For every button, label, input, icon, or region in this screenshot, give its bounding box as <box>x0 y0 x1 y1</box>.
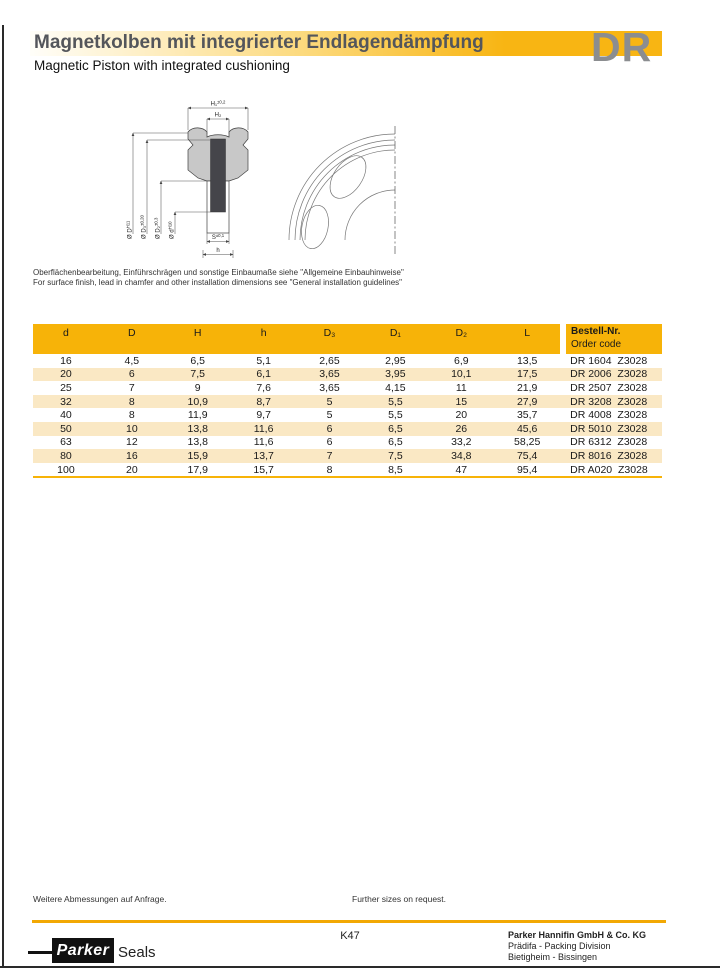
dimension-value: 5,1 <box>256 354 271 367</box>
dim-label-s: $S^{\pm 0,1}$ <box>211 233 225 241</box>
dimension-value: 7 <box>326 449 333 462</box>
product-code: DR <box>591 24 653 70</box>
dimension-value: 10 <box>125 422 138 435</box>
dimension-value: 8,7 <box>256 395 271 408</box>
dimension-value: 4,15 <box>385 381 406 394</box>
dimension-value: 32 <box>60 395 72 408</box>
table-row <box>33 381 662 395</box>
dimension-value: 9 <box>194 381 201 394</box>
technical-drawing <box>103 92 463 270</box>
dimension-value: 15,9 <box>187 449 208 462</box>
dimension-value: 6,1 <box>256 368 271 381</box>
column-header-D: D <box>128 327 136 339</box>
footer-rule <box>32 920 666 923</box>
dimension-value: 40 <box>60 409 72 422</box>
dimension-value: 6,5 <box>388 422 403 435</box>
table-row <box>33 354 662 368</box>
column-header-D3: D₃ <box>323 327 336 339</box>
dimension-value: 63 <box>60 436 72 449</box>
table-row <box>33 395 662 409</box>
table-header <box>33 324 662 354</box>
dimension-value: 50 <box>60 422 72 435</box>
dimension-value: 13,7 <box>253 449 274 462</box>
company-division: Prädifa - Packing Division <box>508 941 611 951</box>
dimension-value: 33,2 <box>451 436 472 449</box>
dim-label-dd: Ø $d^{H10}$ <box>167 221 176 239</box>
order-header-en: Order code <box>571 338 622 350</box>
table-row <box>33 408 662 422</box>
dimension-value: 6 <box>128 368 135 381</box>
dimension-value: 13,5 <box>516 354 538 367</box>
column-header-H: H <box>193 327 202 339</box>
dimension-value: 7,6 <box>256 381 271 394</box>
dimension-value: 27,9 <box>516 395 538 408</box>
dimension-value: 80 <box>60 449 72 462</box>
dimension-value: 3,95 <box>385 368 406 381</box>
page-edge-bottom <box>0 966 720 968</box>
dim-label-d2: Ø D₂$^{\pm 0,3}$ <box>153 217 162 239</box>
column-header-h: h <box>260 327 267 339</box>
installation-note-en: For surface finish, lead in chamfer and other installation dimensions see "General installation guidelines" <box>33 277 402 287</box>
column-header-D1: D₁ <box>389 327 401 339</box>
dimension-value: 15 <box>455 395 468 408</box>
dimension-value: 17,9 <box>187 463 208 476</box>
installation-note <box>33 268 404 288</box>
order-header-de: Bestell-Nr. <box>571 326 621 337</box>
dimension-value: 8 <box>128 409 135 422</box>
dimension-value: 95,4 <box>516 463 538 476</box>
dimension-value: 2,65 <box>319 354 340 367</box>
dimension-value: 10,9 <box>187 395 208 408</box>
dimension-value: 35,7 <box>516 409 538 422</box>
order-code: DR 1604 Z3028 <box>570 354 648 367</box>
further-sizes-note-de: Weitere Abmessungen auf Anfrage. <box>33 894 167 904</box>
dimension-value: 11,6 <box>253 422 274 435</box>
page-number: K47 <box>340 930 360 942</box>
company-name: Parker Hannifin GmbH & Co. KG <box>508 930 647 940</box>
dim-label-h2: H₂ <box>214 112 222 119</box>
dimension-value: 11,9 <box>187 409 208 422</box>
dim-label-d3: Ø D₃$^{\pm 0,20}$ <box>139 215 148 239</box>
dimension-value: 15,7 <box>253 463 274 476</box>
magnet-core <box>211 139 226 212</box>
page-edge-left <box>2 25 4 966</box>
dimension-value: 20 <box>60 368 72 381</box>
dimensions-table <box>33 324 662 478</box>
dimension-value: 6,9 <box>453 354 469 367</box>
further-sizes-note-en: Further sizes on request. <box>352 894 447 904</box>
dim-label-h1: H₁$^{\pm 0,2}$ <box>210 99 226 108</box>
order-code: DR 4008 Z3028 <box>570 409 648 422</box>
dimension-value: 7,5 <box>190 368 206 381</box>
table-header-order <box>566 324 662 354</box>
dimension-value: 9,7 <box>256 409 271 422</box>
dimension-value: 5 <box>326 395 333 408</box>
dim-label-dD: Ø $D^{H11}$ <box>125 220 134 239</box>
dimension-value: 11,6 <box>253 436 274 449</box>
seals-label: Seals <box>118 944 156 961</box>
dimension-value: 12 <box>125 436 138 449</box>
parker-logo: Parker <box>52 938 114 963</box>
page-subtitle: Magnetic Piston with integrated cushioning <box>34 58 290 73</box>
dimension-value: 6,5 <box>190 354 206 367</box>
dimension-value: 26 <box>455 422 468 435</box>
dimension-value: 20 <box>455 409 468 422</box>
order-code: DR 3208 Z3028 <box>570 395 648 408</box>
table-body <box>33 354 662 478</box>
order-code: DR A020 Z3028 <box>570 463 648 476</box>
dimension-value: 8 <box>128 395 135 408</box>
dimension-value: 75,4 <box>516 449 538 462</box>
order-code: DR 6312 Z3028 <box>570 436 648 449</box>
dimension-value: 34,8 <box>451 449 472 462</box>
table-header-main <box>33 324 560 354</box>
dimension-value: 6,5 <box>388 436 403 449</box>
table-row <box>33 436 662 450</box>
column-header-d: d <box>63 327 69 339</box>
dimension-value: 13,8 <box>187 422 208 435</box>
dimension-value: 4,5 <box>124 354 140 367</box>
dimension-value: 20 <box>125 463 138 476</box>
column-header-L: L <box>524 327 531 339</box>
dimension-value: 58,25 <box>514 436 541 449</box>
company-location: Bietigheim - Bissingen <box>508 952 598 962</box>
dimension-value: 6 <box>326 422 333 435</box>
table-row <box>33 368 662 382</box>
dimension-value: 6 <box>326 436 333 449</box>
company-address <box>508 930 646 963</box>
dimension-value: 7 <box>128 381 135 394</box>
dimension-value: 5 <box>326 409 333 422</box>
dimension-value: 11 <box>455 381 467 394</box>
parker-logo-line <box>28 951 53 954</box>
dimension-value: 3,65 <box>319 368 340 381</box>
dimension-value: 2,95 <box>385 354 406 367</box>
dimension-value: 16 <box>60 354 72 367</box>
column-header-D2: D₂ <box>455 327 468 339</box>
dimension-value: 100 <box>57 463 75 476</box>
dimension-value: 16 <box>125 449 138 462</box>
dimension-value: 21,9 <box>516 381 538 394</box>
dimension-value: 45,6 <box>516 422 538 435</box>
table-row <box>33 449 662 463</box>
dim-label-h: h <box>216 248 220 254</box>
page-title: Magnetkolben mit integrierter Endlagendämpfung <box>34 32 484 53</box>
dimension-value: 5,5 <box>388 395 403 408</box>
dimension-value: 13,8 <box>187 436 208 449</box>
dimension-value: 8,5 <box>388 463 403 476</box>
dimension-value: 8 <box>326 463 333 476</box>
dimension-value: 25 <box>60 381 72 394</box>
table-row <box>33 463 662 477</box>
order-code: DR 2006 Z3028 <box>570 368 648 381</box>
installation-note-de: Oberflächenbearbeitung, Einführschrägen und sonstige Einbaumaße siehe "Allgemeine Einbauhinweise" <box>33 268 404 277</box>
table-row <box>33 422 662 436</box>
order-code: DR 8016 Z3028 <box>570 449 648 462</box>
dimension-value: 5,5 <box>388 409 403 422</box>
piston-cross-section <box>188 128 248 233</box>
dimension-value: 7,5 <box>388 449 403 462</box>
dimension-value: 17,5 <box>516 368 538 381</box>
piston-front-view <box>289 126 395 256</box>
dimension-value: 10,1 <box>451 368 472 381</box>
order-code: DR 2507 Z3028 <box>570 381 648 394</box>
dimension-value: 47 <box>455 463 468 476</box>
dimension-value: 3,65 <box>319 381 340 394</box>
order-code: DR 5010 Z3028 <box>570 422 648 435</box>
